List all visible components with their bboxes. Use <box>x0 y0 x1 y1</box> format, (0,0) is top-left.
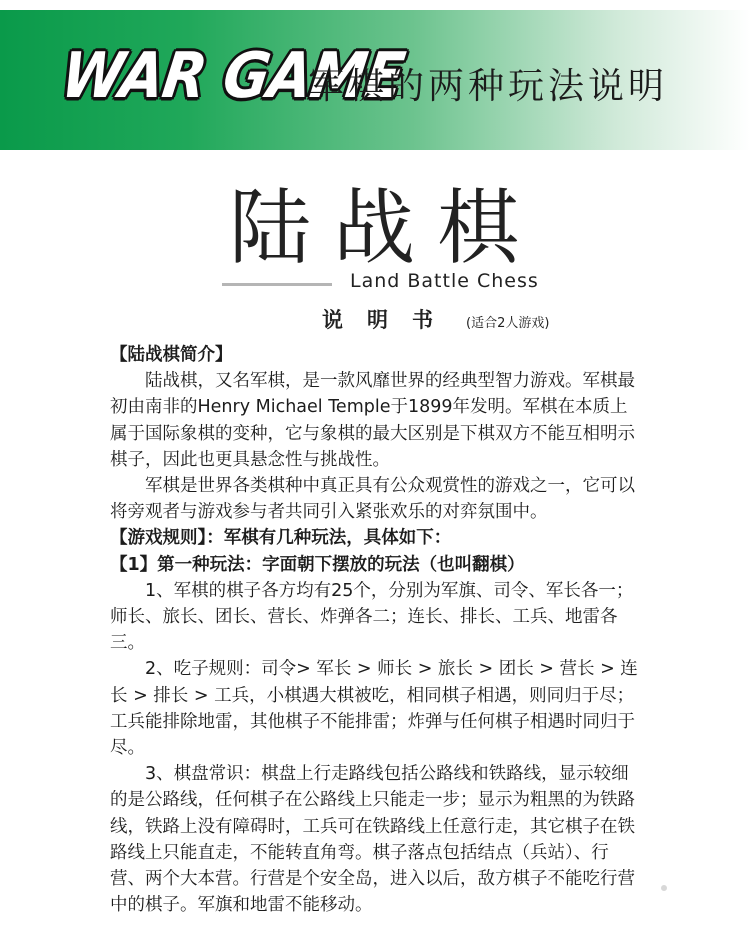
header-title: 军棋的两种玩法说明 <box>308 66 669 107</box>
manual-label: 说明书 <box>322 308 457 332</box>
decorative-dot <box>661 885 667 891</box>
paragraph-rule-1: 1、军棋的棋子各方均有25个，分别为军旗、司令、军长各一；师长、旅长、团长、营长、炸弹各二；连长、排长、工兵、地雷各三。 <box>110 580 634 654</box>
title-divider <box>222 283 332 286</box>
main-title: 陆战棋 <box>228 181 541 276</box>
section-heading-intro: 【陆战棋简介】 <box>110 345 233 365</box>
english-subtitle: Land Battle Chess <box>350 270 539 292</box>
paragraph-intro-1: 陆战棋，又名军棋，是一款风靡世界的经典型智力游戏。军棋最初由南非的Henry Michael Temple于1899年发明。军棋在本质上属于国际象棋的变种，它与象棋的最大区别是下棋双方不能互相明示棋子，因此也更具悬念性与挑战性。 <box>110 371 635 470</box>
war-game-logo: WAR GAME <box>56 40 409 113</box>
paragraph-rule-3: 3、棋盘常识：棋盘上行走路线包括公路线和铁路线，显示较细的是公路线，任何棋子在公路线上只能走一步；显示为粗黑的为铁路线，铁路上没有障碍时，工兵可在铁路线上任意行走，其它棋子在铁路线上只能直走，不能转直角弯。棋子落点包括结点（兵站）、行营、两个大本营。行营是个安全岛，进入以后，敌方棋子不能吃行营中的棋子。军旗和地雷不能移动。 <box>110 764 635 916</box>
section-heading-rules: 【游戏规则】：军棋有几种玩法，具体如下： <box>110 528 452 549</box>
manual-note: (适合2人游戏) <box>466 316 550 331</box>
paragraph-rule-2: 2、吃子规则：司令> 军长 > 师长 > 旅长 > 团长 > 营长 > 连长 > 排长 > 工兵，小棋遇大棋被吃，相同棋子相遇，则同归于尽；工兵能排除地雷，其他棋子不能排雷；炸弹与任何棋子相遇时同归于尽。 <box>110 659 638 759</box>
paragraph-intro-2: 军棋是世界各类棋种中真正具有公众观赏性的游戏之一，它可以将旁观者与游戏参与者共同引入紧张欢乐的对弈氛围中。 <box>110 476 635 523</box>
body-text <box>110 342 640 918</box>
section-heading-play-1: 【1】第一种玩法：字面朝下摆放的玩法（也叫翻棋） <box>110 554 525 575</box>
